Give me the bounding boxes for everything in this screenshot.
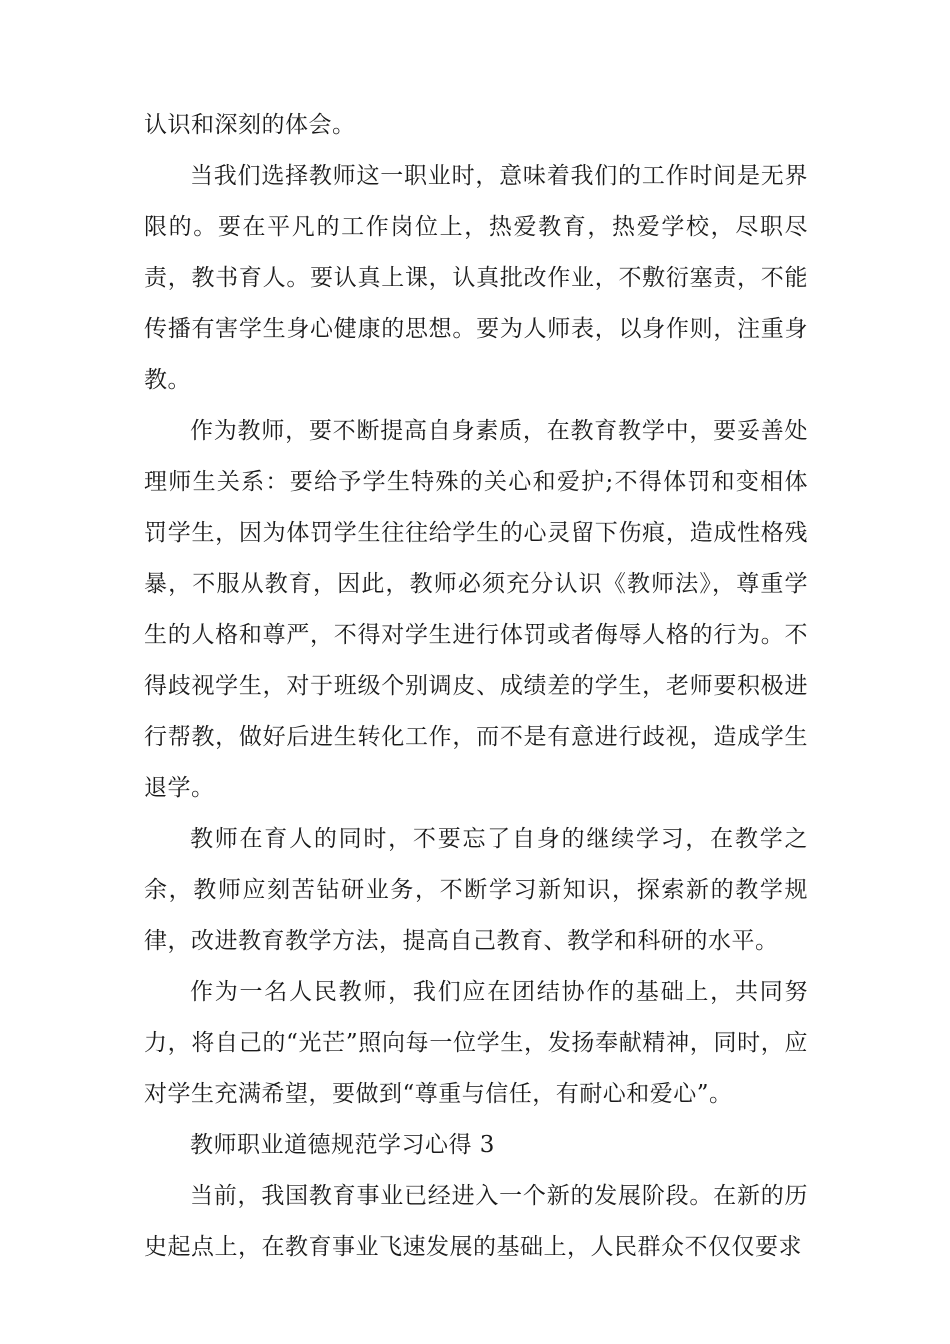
paragraph-education-development: 当前，我国教育事业已经进入一个新的发展阶段。在新的历史起点上，在教育事业飞速发展的基础上，人民群众不仅仅要求 (144, 1183, 808, 1260)
section-heading: 教师职业道德规范学习心得 3 (190, 1132, 495, 1158)
paragraph-teacher-student-relations: 作为教师，要不断提高自身素质，在教育教学中，要妥善处理师生关系：要给予学生特殊的关心和爱护;不得体罚和变相体罚学生，因为体罚学生往往给学生的心灵留下伤痕，造成性格残暴，不服从教育，因此，教师必须充分认识《教师法》，尊重学生的人格和尊严，不得对学生进行体罚或者侮辱人格的行为。不得歧视学生，对于班级个别调皮、成绩差的学生，老师要积极进行帮教，做好后进生转化工作，而不是有意进行歧视，造成学生退学。 (144, 418, 808, 801)
paragraph-cooperation: 作为一名人民教师，我们应在团结协作的基础上，共同努力，将自己的“光芒”照向每一位学生，发扬奉献精神，同时，应对学生充满希望，要做到“尊重与信任，有耐心和爱心”。 (144, 979, 808, 1107)
paragraph-continued-learning: 教师在育人的同时，不要忘了自身的继续学习，在教学之余，教师应刻苦钻研业务，不断学习新知识，探索新的教学规律，改进教育教学方法，提高自己教育、教学和科研的水平。 (144, 826, 808, 954)
document-page (144, 100, 808, 1273)
paragraph-teacher-career: 当我们选择教师这一职业时，意味着我们的工作时间是无界限的。要在平凡的工作岗位上，热爱教育，热爱学校，尽职尽责，教书育人。要认真上课，认真批改作业，不敷衍塞责，不能传播有害学生身心健康的思想。要为人师表，以身作则，注重身教。 (144, 163, 808, 393)
paragraph-continuation: 认识和深刻的体会。 (144, 112, 356, 138)
